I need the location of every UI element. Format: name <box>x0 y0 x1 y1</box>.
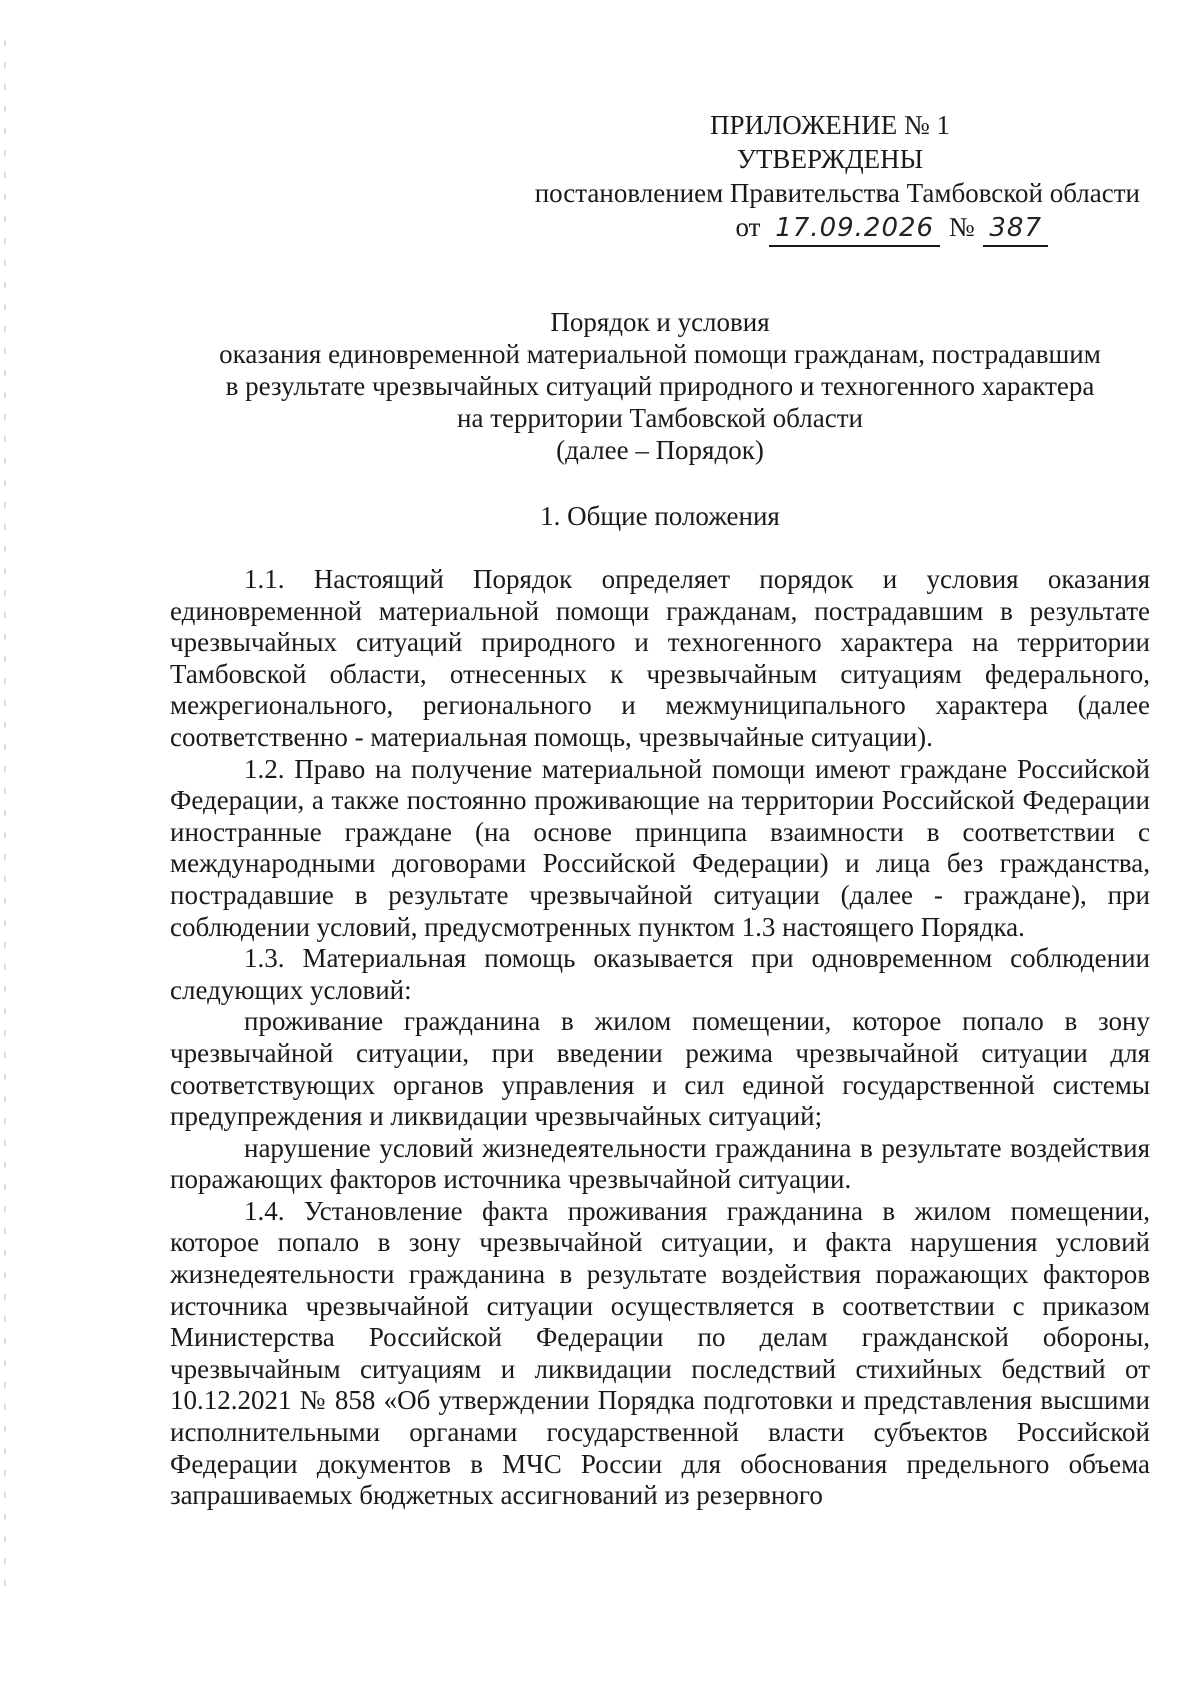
paragraph-1-2: 1.2. Право на получение материальной помощи имеют граждане Российской Федерации, а также постоянно проживающие на территории Российской Федерации иностранные граждане (на основе принципа взаимности в соответствии с международными договорами Российской Федерации) и лица без гражданства, пострадавшие в результате чрезвычайной ситуации (далее - граждане), при соблюдении условий, предусмотренных пунктом 1.3 настоящего Порядка. <box>170 753 1150 942</box>
title-line-1: Порядок и условия <box>550 307 770 337</box>
handwritten-number: 387 <box>983 211 1048 247</box>
title-line-5: (далее – Порядок) <box>556 435 764 465</box>
title-line-3: в результате чрезвычайных ситуаций природного и техногенного характера <box>225 371 1095 401</box>
condition-item-1: проживание гражданина в жилом помещении, которое попало в зону чрезвычайной ситуации, при введении режима чрезвычайной ситуации для соответствующих органов управления и сил единой государственной системы предупреждения и ликвидации чрезвычайных ситуаций; <box>170 1006 1150 1132</box>
section-heading: 1. Общие положения <box>540 501 780 531</box>
date-prefix: от <box>735 212 761 242</box>
title-line-4: на территории Тамбовской области <box>457 403 863 433</box>
approval-header <box>480 108 1140 247</box>
scan-edge-artifact <box>4 40 6 1600</box>
section-body <box>170 564 1150 1512</box>
paragraph-1-1: 1.1. Настоящий Порядок определяет порядок и условия оказания единовременной материальной помощи гражданам, пострадавшим в результате чрезвычайных ситуаций природного и техногенного характера на территории Тамбовской области, отнесенных к чрезвычайным ситуациям федерального, межрегионального, регионального и межмуниципального характера (далее соответственно - материальная помощь, чрезвычайные ситуации). <box>170 564 1150 752</box>
handwritten-date: 17.09.2026 <box>769 211 940 247</box>
number-prefix: № <box>948 212 975 242</box>
paragraph-1-3: 1.3. Материальная помощь оказывается при одновременном соблюдении следующих условий: <box>170 943 1150 1005</box>
approval-date-line <box>480 210 1140 247</box>
approval-word: УТВЕРЖДЕНЫ <box>736 144 924 174</box>
appendix-number: ПРИЛОЖЕНИЕ № 1 <box>709 110 951 140</box>
approval-authority: постановлением Правительства Тамбовской области <box>534 178 1140 208</box>
title-line-2: оказания единовременной материальной помощи гражданам, пострадавшим <box>219 339 1101 369</box>
paragraph-1-4: 1.4. Установление факта проживания гражданина в жилом помещении, которое попало в зону чрезвычайной ситуации, и факта нарушения условий жизнедеятельности гражданина в результате воздействия поражающих факторов источника чрезвычайной ситуации осуществляется в соответствии с приказом Министерства Российской Федерации по делам гражданской обороны, чрезвычайным ситуациям и ликвидации последствий стихийных бедствий от 10.12.2021 № 858 «Об утверждении Порядка подготовки и представления высшими исполнительными органами государственной власти субъектов Российской Федерации документов в МЧС России для обоснования предельного объема запрашиваемых бюджетных ассигнований из резервного <box>170 1195 1150 1511</box>
document-title <box>170 306 1150 466</box>
condition-item-2: нарушение условий жизнедеятельности гражданина в результате воздействия поражающих факторов источника чрезвычайной ситуации. <box>170 1132 1150 1195</box>
